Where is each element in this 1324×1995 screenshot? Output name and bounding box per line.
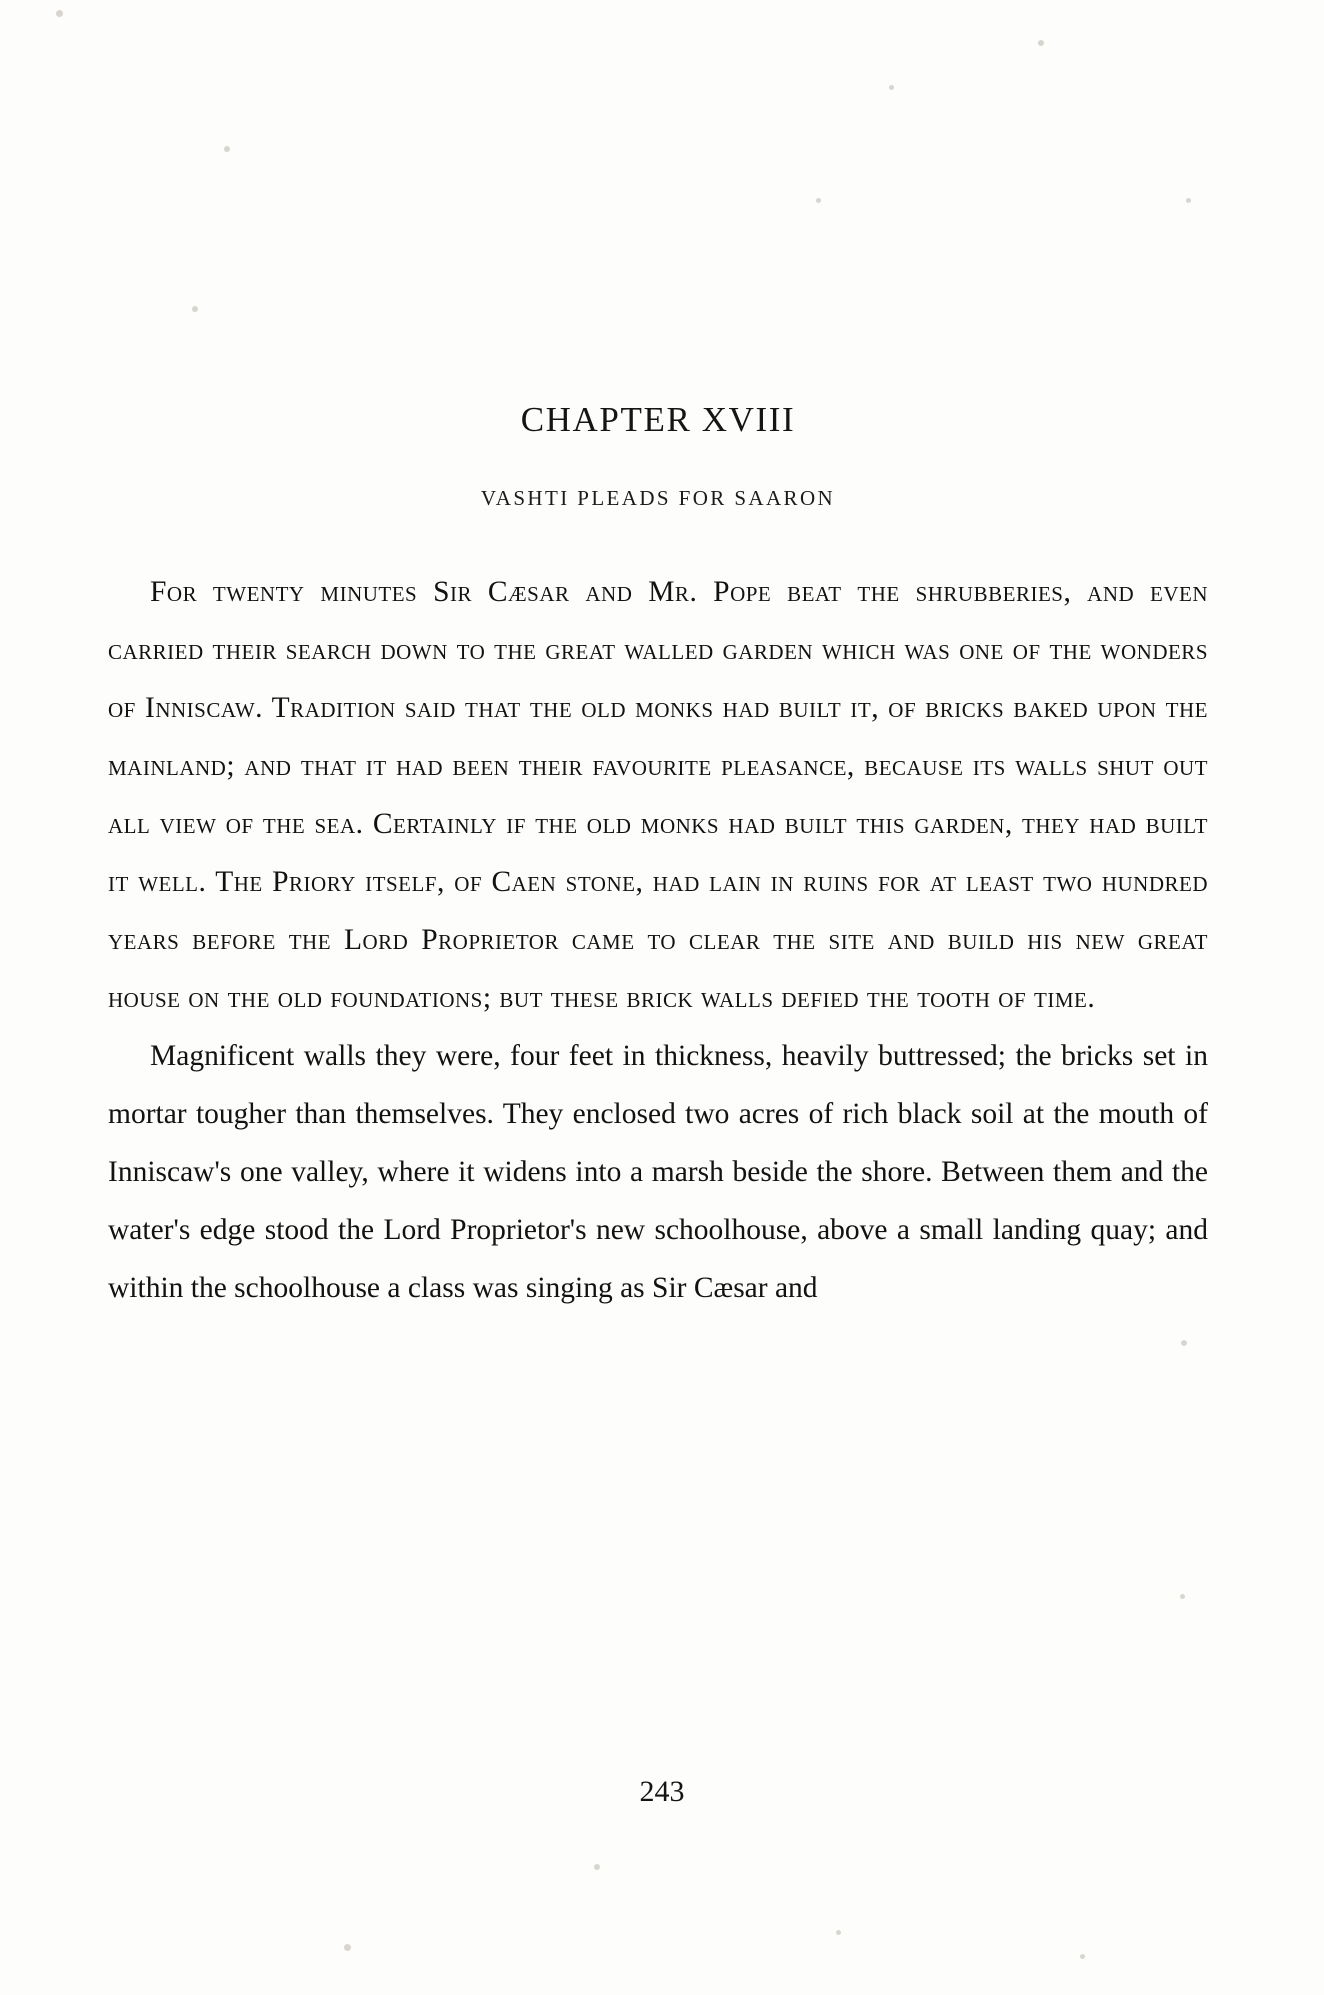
paragraph-text: Magnificent walls they were, four feet in thickness, heavily buttressed; the bricks set in mortar tougher than themselves. They enclosed two acres of rich black soil at the mouth of Inniscaw's one valley, where it widens into a marsh beside the shore. Between them and the water's edge stood the Lord Proprietor's new schoolhouse, above a small landing quay; and within the schoolhouse a class was singing as Sir Cæsar and [108,1040,1208,1304]
paper-speck [1080,1954,1085,1959]
paper-speck [56,10,63,17]
paper-speck [816,198,821,203]
body-paragraph [108,1027,1208,1317]
paper-speck [594,1864,600,1870]
paper-speck [1038,40,1044,46]
page-text-block [108,400,1208,1317]
paper-speck [1181,1340,1187,1346]
paper-speck [344,1944,351,1951]
page-number: 243 [639,1775,685,1808]
paragraph-text: For twenty minutes Sir Cæsar and Mr. Pope beat the shrubberies, and even carried their search down to the great walled garden which was one of the wonders of Inniscaw. Tradition said that the old monks had built it, of bricks baked upon the mainland; and that it had been their favourite pleasance, because its walls shut out all view of the sea. Certainly if the old monks had built this garden, they had built it well. The Priory itself, of Caen stone, had lain in ruins for at least two hundred years before the Lord Proprietor came to clear the site and build his new great house on the old foundations; but these brick walls defied the tooth of time. [108,576,1208,1014]
paper-speck [889,85,894,90]
paper-speck [1180,1594,1185,1599]
chapter-subtitle: VASHTI PLEADS FOR SAARON [480,486,836,510]
paper-speck [192,306,198,312]
chapter-title: CHAPTER XVIII [520,400,796,439]
paper-speck [224,146,230,152]
body-paragraph [108,563,1208,1027]
paper-speck [836,1930,841,1935]
paper-speck [1186,198,1191,203]
